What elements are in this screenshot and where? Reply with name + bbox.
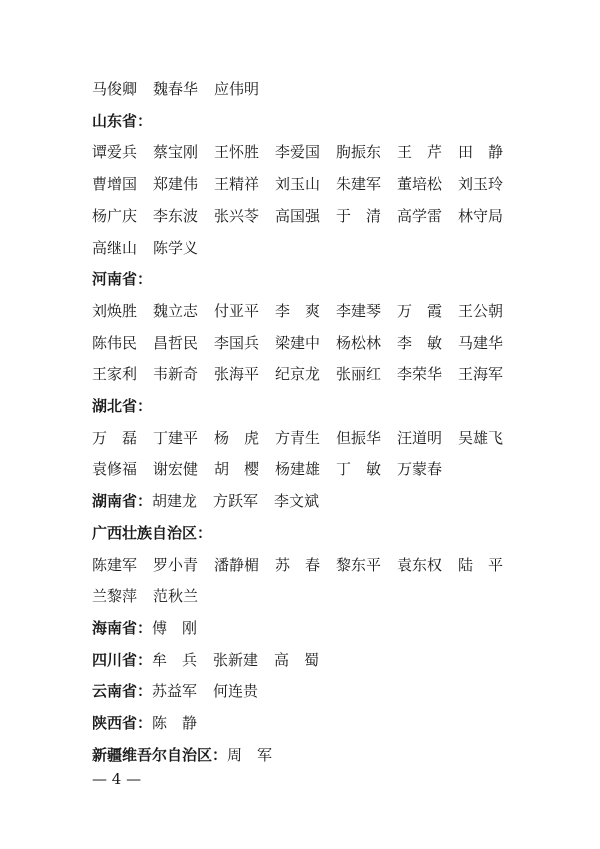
- person-name: 王公朝: [458, 302, 504, 320]
- person-name: 吴雄飞: [458, 429, 504, 447]
- person-name: 范秋兰: [153, 587, 199, 605]
- person-name: 李国兵: [214, 334, 260, 352]
- person-name: 何连贵: [213, 682, 259, 700]
- person-name: 丁 敏: [336, 460, 382, 478]
- name-row: [92, 204, 519, 228]
- person-name: 曹增国: [92, 175, 138, 193]
- person-name: 杨松林: [336, 334, 382, 352]
- person-name: 胡 樱: [214, 460, 260, 478]
- person-name: 魏立志: [153, 302, 199, 320]
- person-name: 方青生: [275, 429, 321, 447]
- region-heading-row: [92, 267, 152, 291]
- person-name: 杨建雄: [275, 460, 321, 478]
- person-name: 李 爽: [275, 302, 321, 320]
- name-row: [92, 299, 519, 323]
- person-name: 马建华: [458, 334, 504, 352]
- person-name: 苏益军: [152, 682, 198, 700]
- person-name: 高学雷: [397, 207, 443, 225]
- person-name: 董培松: [397, 175, 443, 193]
- region-heading: 四川省：: [92, 651, 153, 669]
- person-name: 刘玉山: [275, 175, 321, 193]
- person-name: 苏 春: [275, 556, 321, 574]
- person-name: 应伟明: [214, 80, 260, 98]
- region-inline-row: [92, 679, 274, 703]
- region-heading: 新疆维吾尔自治区：: [92, 746, 228, 764]
- person-name: 田 静: [458, 143, 504, 161]
- person-name: 谭爱兵: [92, 143, 138, 161]
- name-row: [92, 584, 214, 608]
- region-heading: 河南省：: [92, 270, 153, 288]
- person-name: 魏春华: [153, 80, 199, 98]
- person-name: 丁建平: [153, 429, 199, 447]
- person-name: 张丽红: [336, 365, 382, 383]
- person-name: 林守局: [458, 207, 504, 225]
- person-name: 马俊卿: [92, 80, 138, 98]
- person-name: 付亚平: [214, 302, 260, 320]
- person-name: 于 清: [336, 207, 382, 225]
- region-heading: 海南省：: [92, 619, 153, 637]
- person-name: 王海军: [458, 365, 504, 383]
- person-name: 梁建中: [275, 334, 321, 352]
- person-name: 杨 虎: [214, 429, 260, 447]
- person-name: 高继山: [92, 239, 138, 257]
- person-name: 陈建军: [92, 556, 138, 574]
- person-name: 王家利: [92, 365, 138, 383]
- person-name: 袁东权: [397, 556, 443, 574]
- person-name: 张新建: [213, 651, 259, 669]
- region-heading-row: [92, 394, 152, 418]
- person-name: 李东波: [153, 207, 199, 225]
- region-inline-row: [92, 489, 335, 513]
- name-row: [92, 362, 519, 386]
- person-name: 黎东平: [336, 556, 382, 574]
- person-name: 牟 兵: [152, 651, 198, 669]
- person-name: 方跃军: [213, 492, 259, 510]
- region-heading: 广西壮族自治区：: [92, 524, 213, 542]
- name-row: [92, 172, 519, 196]
- region-heading: 山东省：: [92, 112, 153, 130]
- name-row: [92, 457, 458, 481]
- page-number: — 4 —: [92, 770, 142, 788]
- person-name: 刘焕胜: [92, 302, 138, 320]
- person-name: 万 磊: [92, 429, 138, 447]
- person-name: 李荣华: [397, 365, 443, 383]
- person-name: 李 敏: [397, 334, 443, 352]
- person-name: 王 芹: [397, 143, 443, 161]
- person-name: 郑建伟: [153, 175, 199, 193]
- name-row: [92, 77, 275, 101]
- person-name: 张兴苓: [214, 207, 260, 225]
- region-heading: 陕西省：: [92, 714, 153, 732]
- person-name: 李爱国: [275, 143, 321, 161]
- region-heading: 湖南省：: [92, 492, 153, 510]
- person-name: 朐振东: [336, 143, 382, 161]
- person-name: 韦新奇: [153, 365, 199, 383]
- person-name: 杨广庆: [92, 207, 138, 225]
- person-name: 傅 刚: [152, 619, 198, 637]
- name-row: [92, 553, 519, 577]
- person-name: 朱建军: [336, 175, 382, 193]
- person-name: 王怀胜: [214, 143, 260, 161]
- person-name: 谢宏健: [153, 460, 199, 478]
- person-name: 但振华: [336, 429, 382, 447]
- person-name: 陈伟民: [92, 334, 138, 352]
- person-name: 万蒙春: [397, 460, 443, 478]
- region-heading: 湖北省：: [92, 397, 153, 415]
- person-name: 刘玉玲: [458, 175, 504, 193]
- name-row: [92, 140, 519, 164]
- person-name: 潘静楣: [214, 556, 260, 574]
- person-name: 胡建龙: [152, 492, 198, 510]
- person-name: 昌哲民: [153, 334, 199, 352]
- person-name: 周 军: [227, 746, 273, 764]
- person-name: 蔡宝刚: [153, 143, 199, 161]
- person-name: 张海平: [214, 365, 260, 383]
- region-inline-row: [92, 711, 213, 735]
- person-name: 陆 平: [458, 556, 504, 574]
- person-name: 汪道明: [397, 429, 443, 447]
- name-row: [92, 236, 214, 260]
- name-row: [92, 426, 519, 450]
- region-heading-row: [92, 109, 152, 133]
- person-name: 李文斌: [274, 492, 320, 510]
- person-name: 兰黎萍: [92, 587, 138, 605]
- person-name: 纪京龙: [275, 365, 321, 383]
- region-inline-row: [92, 648, 335, 672]
- region-inline-row: [92, 616, 213, 640]
- person-name: 李建琴: [336, 302, 382, 320]
- region-inline-row: [92, 743, 288, 767]
- person-name: 陈 静: [152, 714, 198, 732]
- name-row: [92, 331, 519, 355]
- region-heading-row: [92, 521, 212, 545]
- person-name: 王精祥: [214, 175, 260, 193]
- person-name: 万 霞: [397, 302, 443, 320]
- person-name: 陈学义: [153, 239, 199, 257]
- person-name: 高 蜀: [274, 651, 320, 669]
- person-name: 袁修福: [92, 460, 138, 478]
- person-name: 高国强: [275, 207, 321, 225]
- person-name: 罗小青: [153, 556, 199, 574]
- region-heading: 云南省：: [92, 682, 153, 700]
